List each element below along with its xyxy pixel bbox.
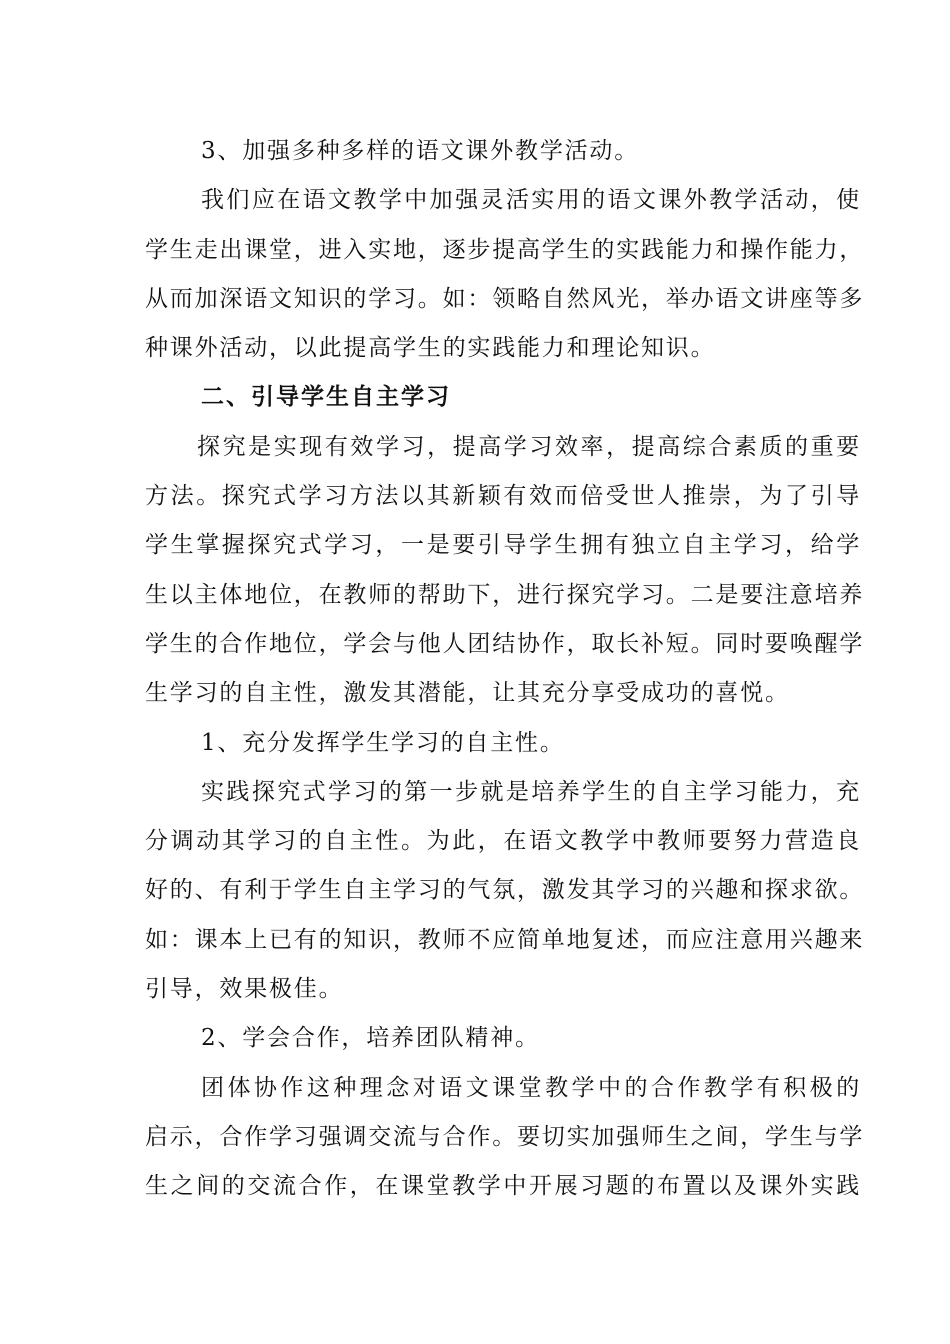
document-body (145, 127, 865, 1212)
paragraph-line: 生学习的自主性，激发其潜能，让其充分享受成功的喜悦。 (145, 680, 790, 707)
subheading-2-line: 2、学会合作，培养团队精神。 (201, 1025, 540, 1052)
paragraph-line: 方法。探究式学习方法以其新颖有效而倍受世人推崇，为了引导 (145, 483, 861, 510)
paragraph-line: 学生掌握探究式学习，一是要引导学生拥有独立自主学习，给学 (145, 532, 861, 559)
paragraph-line: 探究是实现有效学习，提高学习效率，提高综合素质的重要 (197, 433, 861, 460)
paragraph-line: 生以主体地位，在教师的帮助下，进行探究学习。二是要注意培养 (145, 581, 865, 608)
paragraph-line: 好的、有利于学生自主学习的气氛，激发其学习的兴趣和探求欲。 (145, 877, 865, 904)
paragraph-line: 引导，效果极佳。 (145, 976, 344, 1003)
paragraph-line: 种课外活动，以此提高学生的实践能力和理论知识。 (145, 335, 716, 362)
paragraph-line: 实践探究式学习的第一步就是培养学生的自主学习能力，充 (201, 778, 861, 805)
paragraph-line: 学生的合作地位，学会与他人团结协作，取长补短。同时要唤醒学 (145, 630, 865, 657)
section-heading: 二、引导学生自主学习 (201, 384, 451, 411)
subheading-3-line: 3、加强多种多样的语文课外教学活动。 (201, 138, 640, 164)
paragraph-line: 我们应在语文教学中加强灵活实用的语文课外教学活动，使 (201, 187, 861, 214)
paragraph-line: 学生走出课堂，进入实地，逐步提高学生的实践能力和操作能力， (145, 236, 865, 263)
paragraph-line: 团体协作这种理念对语文课堂教学中的合作教学有积极的 (201, 1074, 861, 1101)
paragraph-line: 如：课本上已有的知识，教师不应简单地复述，而应注意用兴趣来 (145, 926, 865, 953)
paragraph-line: 分调动其学习的自主性。为此，在语文教学中教师要努力营造良 (145, 828, 861, 855)
subheading-1-line: 1、充分发挥学生学习的自主性。 (201, 729, 565, 756)
paragraph-line: 启示，合作学习强调交流与合作。要切实加强师生之间，学生与学 (145, 1123, 865, 1150)
paragraph-line: 生之间的交流合作，在课堂教学中开展习题的布置以及课外实践 (145, 1173, 861, 1200)
paragraph-line: 从而加深语文知识的学习。如：领略自然风光，举办语文讲座等多 (145, 285, 865, 312)
